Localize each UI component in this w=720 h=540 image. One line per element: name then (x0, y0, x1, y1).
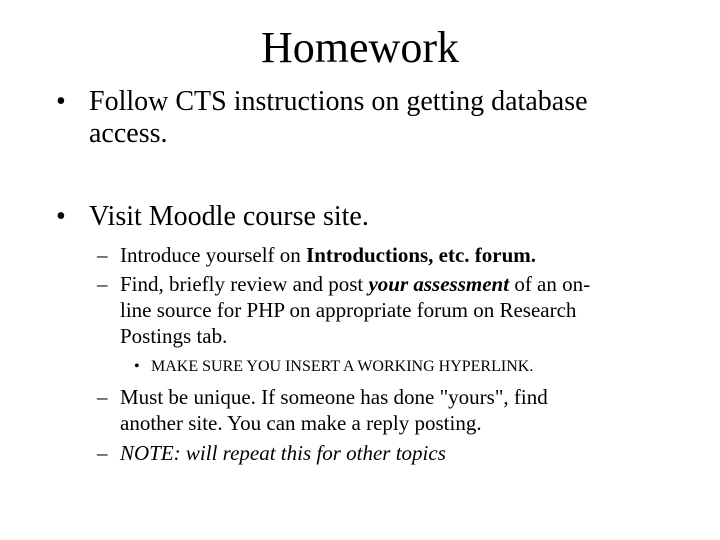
subitem-line (120, 271, 590, 297)
bullet-glyph: • (134, 358, 140, 375)
bullet-item-database-access (56, 86, 588, 150)
bullet-glyph: • (56, 201, 66, 232)
bullet-glyph: • (56, 86, 66, 117)
slide-title: Homework (261, 23, 459, 72)
dash-glyph: – (97, 243, 108, 267)
dash-glyph: – (97, 272, 108, 296)
bullet-item-moodle (56, 201, 369, 233)
dash-glyph: – (97, 385, 108, 409)
forum-name-bold: Introductions, etc. forum. (306, 243, 537, 267)
subitem-text: Introduce yourself on (120, 243, 307, 267)
subitem-note (97, 440, 446, 466)
subitem-line: Must be unique. If someone has done "yours", find (120, 385, 548, 409)
subitem-text: of an on- (509, 272, 591, 296)
subitem-unique (97, 384, 548, 436)
subitem-php-review (97, 271, 591, 349)
dash-glyph: – (97, 441, 108, 465)
subitem-line: Postings tab. (120, 324, 228, 348)
subsubitem-hyperlink (134, 357, 534, 377)
subitem-text: Find, briefly review and post (120, 272, 369, 296)
subitem-introductions (97, 242, 537, 268)
emphasis-text: your assessment (368, 272, 510, 296)
bullet-line: Follow CTS instructions on getting database (89, 86, 588, 117)
bullet-line: Visit Moodle course site. (89, 201, 369, 232)
subitem-line (120, 242, 536, 268)
subitem-line: NOTE: will repeat this for other topics (120, 441, 446, 465)
subsubitem-text: MAKE SURE YOU INSERT A WORKING HYPERLINK. (151, 358, 534, 375)
subitem-line: another site. You can make a reply posting. (120, 411, 482, 435)
bullet-line: access. (89, 118, 168, 149)
subitem-line: line source for PHP on appropriate forum on Research (120, 298, 577, 322)
